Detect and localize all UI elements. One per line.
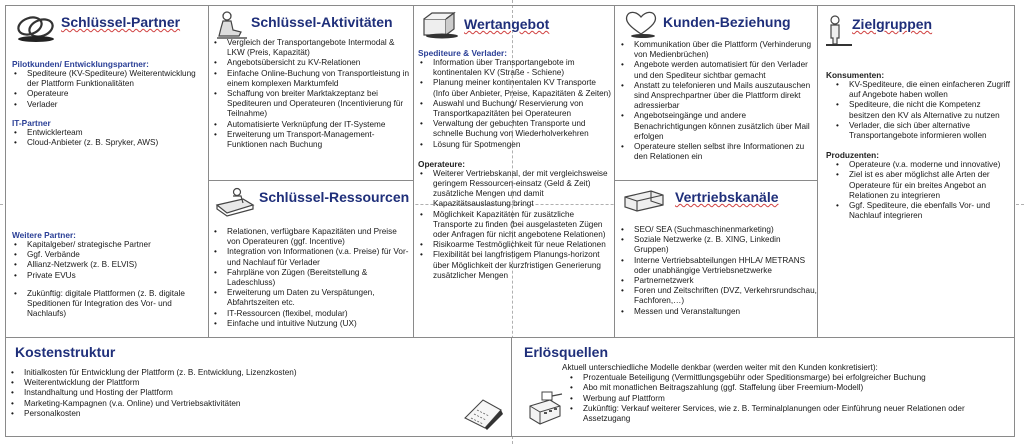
list-item: • Automatisierte Verknüpfung der IT-Systeme: [212, 120, 412, 130]
group-heading: IT-Partner: [12, 117, 51, 128]
list-item: • Erweiterung um Transport-Management-Funktionen nach Buchung: [212, 130, 412, 150]
list-item: • Operateure (v.a. moderne und innovative): [834, 160, 1012, 170]
key-partners-section: [5, 5, 209, 338]
key-resources-section: [208, 180, 414, 338]
list-item: • Anstatt zu telefonieren und Mails auszutauschen sind Ansprechpartner über die Plattform direkt adressierbar: [619, 81, 817, 112]
list-item: • Operateure stellen selbst ihre Informationen zu den Relationen ein: [619, 142, 817, 162]
list-item: • Private EVUs: [12, 271, 207, 281]
list-item: • Interne Vertriebsabteilungen HHLA/ METRANS oder unabhängige Vertriebsnetzwerke: [619, 256, 817, 276]
person-icon: [824, 14, 854, 48]
list-item: • Instandhaltung und Hosting der Plattform: [9, 388, 429, 398]
list-item: • Fahrpläne von Zügen (Bereitstellung & Ladeschluss): [212, 268, 412, 288]
revenue-streams-section: [511, 337, 1015, 437]
section-title: Schlüssel-Ressourcen: [259, 189, 410, 205]
list-item: • Ggf. Spediteure, die ebenfalls Vor- und Nachlauf integrieren: [834, 201, 1012, 221]
list-item: • Verwaltung der gebuchten Transporte und schnelle Buchung von Wiederholverkehren: [418, 119, 614, 139]
list-item: • Angebotsübersicht zu KV-Relationen: [212, 58, 412, 68]
list-item: • Initialkosten für Entwicklung der Plattform (z. B. Entwicklung, Lizenzkosten): [9, 368, 429, 378]
customer-segments-section: [817, 5, 1015, 338]
list-item: • Werbung auf Plattform: [568, 394, 1012, 404]
list-item: • Relationen, verfügbare Kapazitäten und Preise von Operateuren (ggf. Incentive): [212, 227, 412, 247]
list-item: • Operateure: [12, 89, 207, 99]
partner-list-pilot: [12, 69, 207, 110]
list-item: • Einfache Online-Buchung von Transportleistung in einem komplexen Marktumfeld: [212, 69, 412, 89]
list-item: • Soziale Netzwerke (z. B. XING, Linkedin Gruppen): [619, 235, 817, 255]
partner-list-further: [12, 240, 207, 281]
value-list-operators: [418, 169, 614, 281]
list-item: • Weiterentwicklung der Plattform: [9, 378, 429, 388]
customer-relationships-section: [614, 5, 818, 181]
key-activities-section: [208, 5, 414, 181]
list-item: • Cloud-Anbieter (z. B. Spryker, AWS): [12, 138, 207, 148]
forklift-worker-icon: [213, 187, 257, 217]
cost-list: [9, 368, 429, 419]
segments-list-producers: [826, 160, 1012, 221]
chain-links-icon: [14, 12, 58, 44]
list-item: • IT-Ressourcen (flexibel, modular): [212, 309, 412, 319]
list-item: • Weiterer Vertriebskanal, der mit vergleichsweise geringem Ressourcen-einsatz (Geld & Zeit) zusätzliche Mengen und damit Kapazitätsauslastung bringt: [418, 169, 614, 210]
value-list-forwarders: [418, 58, 614, 150]
revenue-intro: Aktuell unterschiedliche Modelle denkbar (werden weiter mit den Kunden konkretisiert):: [562, 363, 878, 372]
list-item: • Angebote werden automatisiert für den Verlader und den Spediteur sichtbar gemacht: [619, 60, 817, 80]
relationships-list: [619, 40, 817, 162]
list-item: • Allianz-Netzwerk (z. B. ELVIS): [12, 260, 207, 270]
list-item: • Messen und Veranstaltungen: [619, 307, 817, 317]
list-item: • Kommunikation über die Plattform (Verhinderung von Medienbrüchen): [619, 40, 817, 60]
section-title: Wertangebot: [464, 16, 550, 32]
partner-list-it: [12, 128, 207, 148]
group-heading: Pilotkunden/ Entwicklungspartner:: [12, 59, 149, 69]
truck-icon: [621, 187, 667, 213]
list-item: • Auswahl und Buchung/ Reservierung von Transportkapazitäten bei Operateuren: [418, 99, 614, 119]
value-proposition-section: [413, 5, 615, 338]
list-item: • Schaffung von breiter Marktakzeptanz bei Spediteuren und Operateuren (Incentivierung für Teilnahme): [212, 89, 412, 120]
list-item: • SEO/ SEA (Suchmaschinenmarketing): [619, 225, 817, 235]
cost-structure-section: [5, 337, 512, 437]
list-item: • Einfache und intuitive Nutzung (UX): [212, 319, 412, 329]
section-title: Vertriebskanäle: [675, 189, 779, 205]
section-title: Schlüssel-Partner: [61, 14, 181, 30]
invoice-paper-icon: [461, 396, 505, 430]
resources-list: [212, 227, 412, 329]
channels-list: [619, 225, 817, 317]
list-item: • Risikoarme Testmöglichkeit für neue Relationen: [418, 240, 614, 250]
channels-section: [614, 180, 818, 338]
section-title: Zielgruppen: [852, 16, 933, 32]
list-item: • Prozentuale Beteiligung (Vermittlungsgebühr oder Speditionsmarge) bei erfolgreicher Buchung: [568, 373, 1012, 383]
segments-list-consumers: [826, 80, 1012, 141]
section-title: Schlüssel-Aktivitäten: [251, 14, 393, 30]
list-item: • Abo mit monatlichen Beitragszahlung (ggf. Staffelung über Freemium-Modell): [568, 383, 1012, 393]
list-item: • Zukünftig: Verkauf weiterer Services, wie z. B. Terminalplanungen oder Einführung neuer Relationen oder Assetzugang: [568, 404, 1012, 424]
list-item: • Möglichkeit Kapazitäten für zusätzliche Transporte zu finden (bei ausgelasteten Zügen oder Anfragen für nicht angebotene Relationen): [418, 210, 614, 241]
list-item: • Kapitalgeber/ strategische Partner: [12, 240, 207, 250]
group-heading: Konsumenten:: [826, 70, 885, 80]
list-item: • Lösung für Spotmengen: [418, 140, 614, 150]
list-item: • Marketing-Kampagnen (v.a. Online) und Vertriebsaktivitäten: [9, 399, 429, 409]
list-item: • KV-Spediteure, die einen einfacheren Zugriff auf Angebote haben wollen: [834, 80, 1012, 100]
cash-register-icon: [526, 388, 564, 426]
partner-list-future: [12, 289, 207, 320]
revenue-list: [562, 373, 1012, 424]
list-item: • Angebotseingänge und andere Benachrichtigungen können zusätzlich über Mail erfolgen: [619, 111, 817, 142]
section-title: Erlösquellen: [524, 344, 609, 360]
list-item: • Information über Transportangebote im kontinentalen KV (Straße - Schiene): [418, 58, 614, 78]
worker-icon: [215, 10, 249, 40]
list-item: • Partnernetzwerk: [619, 276, 817, 286]
gift-icon: [420, 11, 460, 39]
list-item: • Planung meiner kontinentalen KV Transporte (Info über Anbieter, Preise, Kapazitäten & Zeiten): [418, 78, 614, 98]
list-item: • Verlader, die sich über alternative Transportangebote informieren wollen: [834, 121, 1012, 141]
list-item: • Spediteure (KV-Spediteure) Weiterentwicklung der Plattform Funktionalitäten: [12, 69, 207, 89]
section-title: Kostenstruktur: [15, 344, 116, 360]
list-item: • Ziel ist es aber möglichst alle Arten der Operateure für ein breites Angebot an Relationen zu integrieren: [834, 170, 1012, 201]
list-item: • Entwicklerteam: [12, 128, 207, 138]
list-item: • Flexibilität bei langfristigem Planungs-horizont über Möglichkeit der kurzfristigen Generierung zusätzlicher Mengen: [418, 250, 614, 281]
list-item: • Vergleich der Transportangebote Intermodal & LKW (Preis, Kapazität): [212, 38, 412, 58]
group-heading: Spediteure & Verlader:: [418, 48, 507, 58]
list-item: • Personalkosten: [9, 409, 429, 419]
heart-icon: [623, 10, 659, 40]
list-item: • Spediteure, die nicht die Kompetenz besitzen den KV als Alternative zu nutzen: [834, 100, 1012, 120]
list-item: • Ggf. Verbände: [12, 250, 207, 260]
group-heading: Weitere Partner:: [12, 230, 76, 240]
list-item: • Integration von Informationen (v.a. Preise) für Vor- und Nachlauf für Verlader: [212, 247, 412, 267]
list-item: • Erweiterung um Daten zu Verspätungen, Abfahrtszeiten etc.: [212, 288, 412, 308]
group-heading: Produzenten:: [826, 150, 880, 161]
list-item: • Verlader: [12, 100, 207, 110]
activities-list: [212, 38, 412, 150]
list-item: • Foren und Zeitschriften (DVZ, Verkehrsrundschau, Fachforen,…): [619, 286, 817, 306]
group-heading: Operateure:: [418, 158, 466, 169]
list-item: • Zukünftig: digitale Plattformen (z. B. digitale Speditionen für Integration des Vor- und Nachlaufs): [12, 289, 207, 320]
section-title: Kunden-Beziehung: [663, 14, 791, 30]
